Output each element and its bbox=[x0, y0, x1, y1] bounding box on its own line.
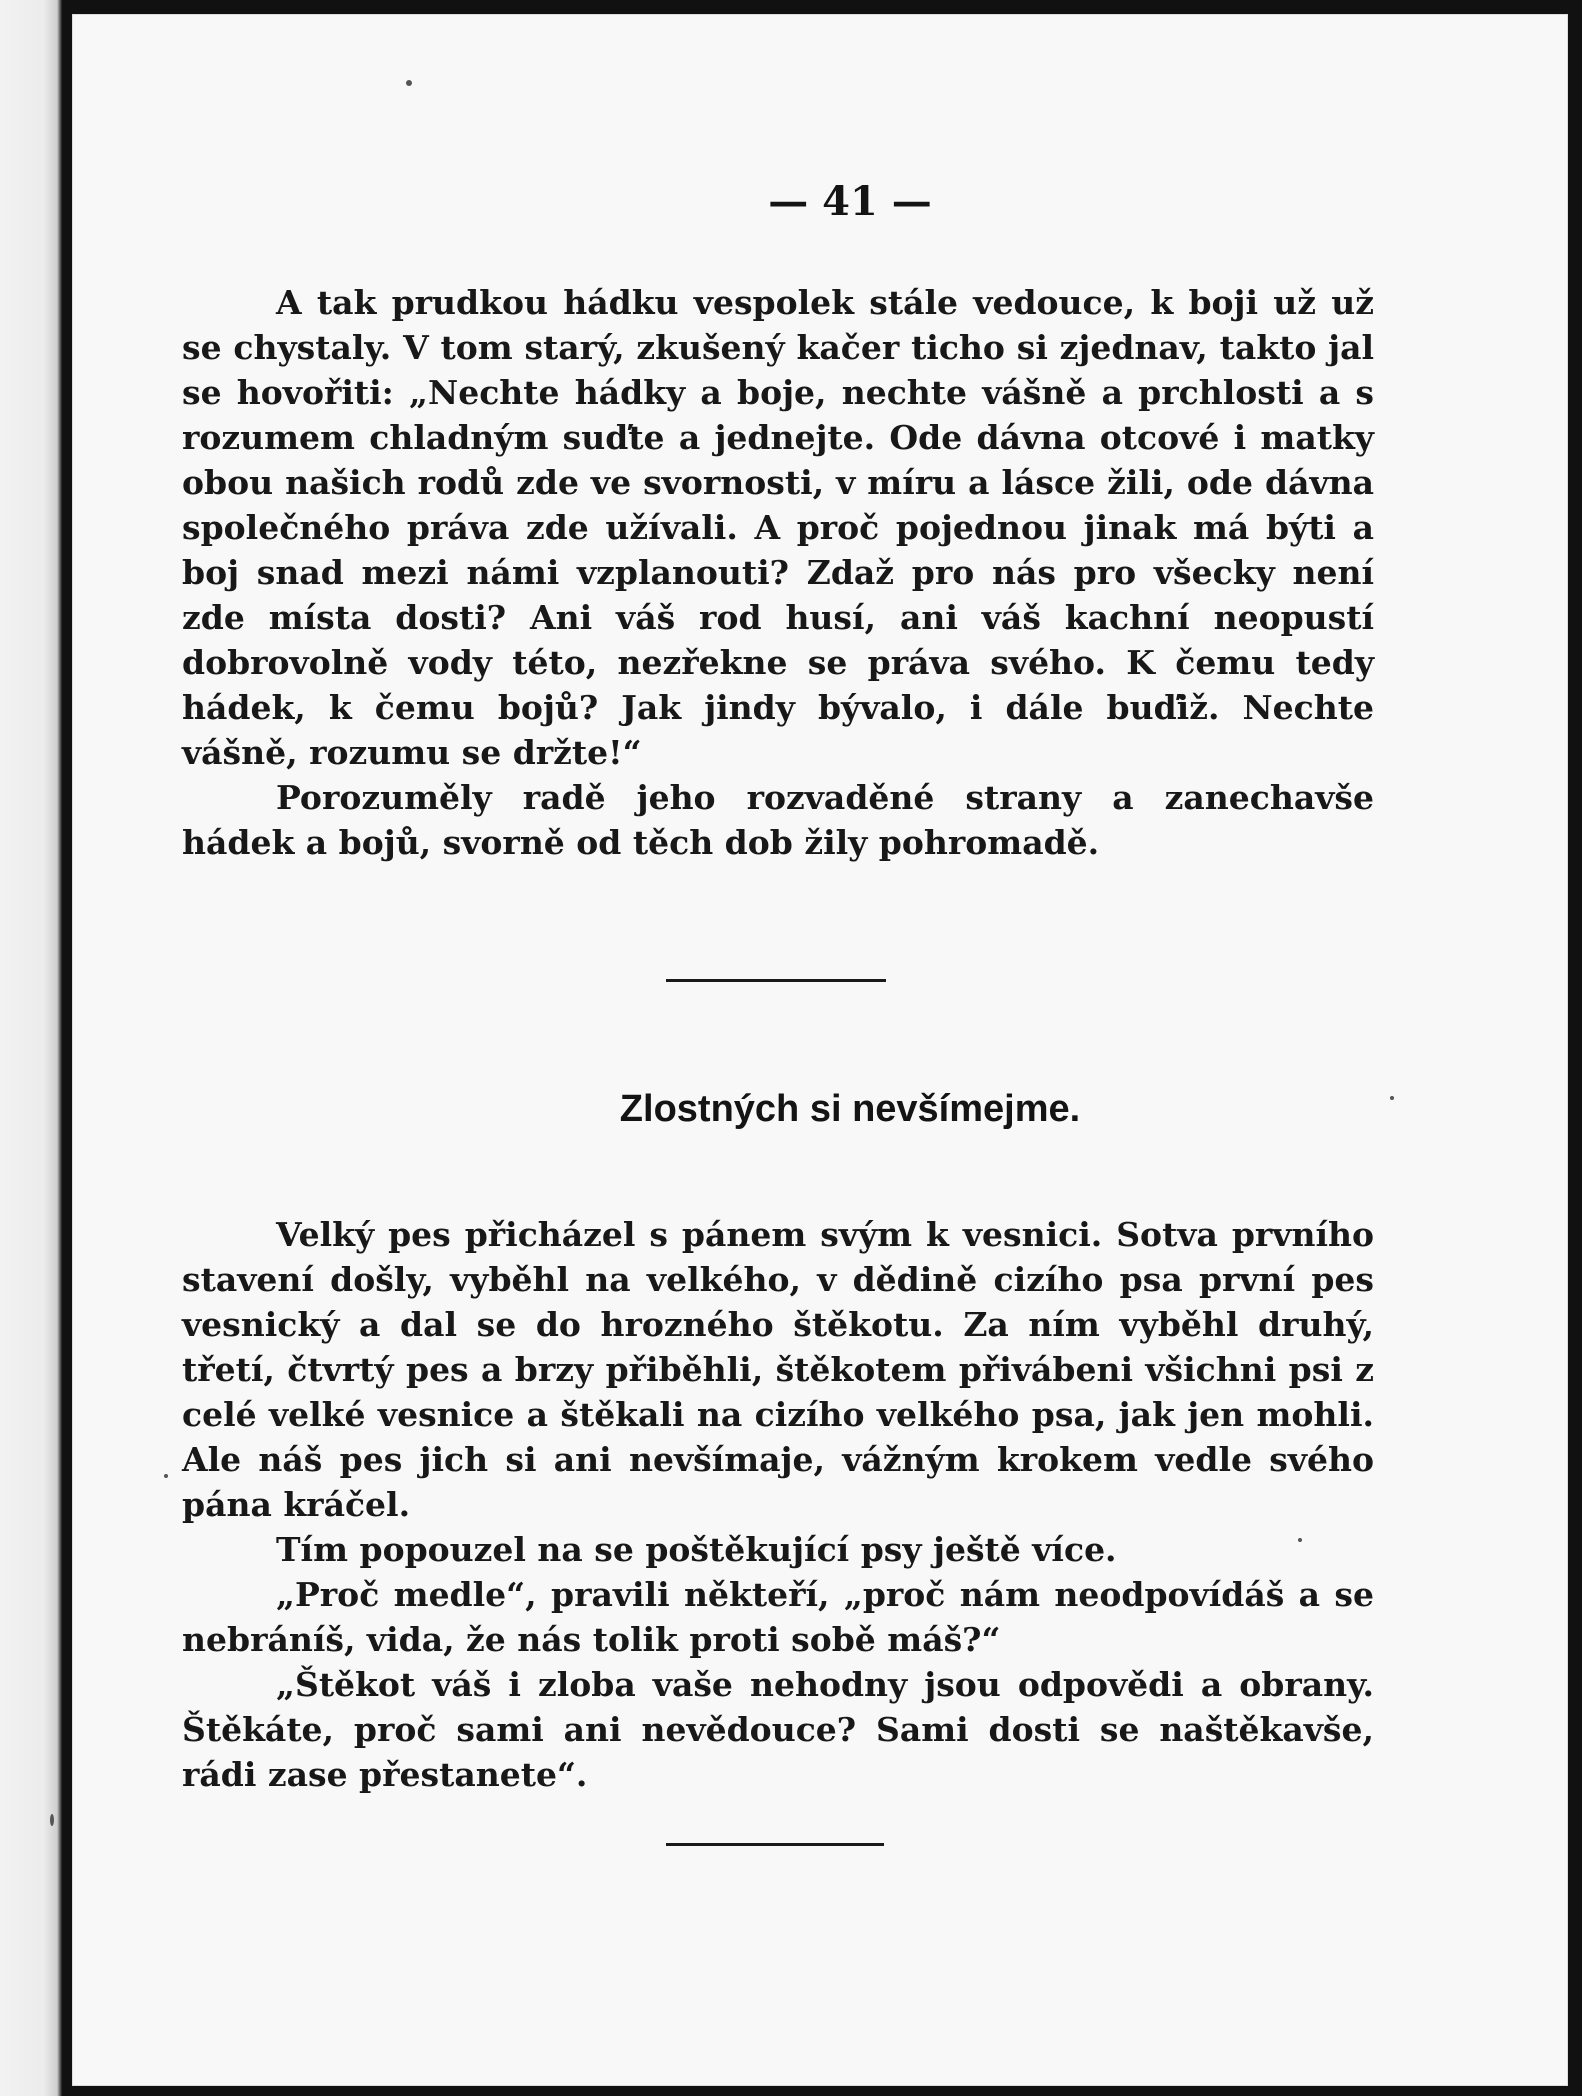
section-divider bbox=[666, 979, 886, 982]
paragraph: Tím popouzel na se poštěkující psy ještě více. bbox=[276, 1530, 1117, 1569]
paper-speck bbox=[50, 1814, 54, 1826]
paragraph: A tak prudkou hádku vespolek stále vedouce, k boji už už se chystaly. V tom starý, zkušený kačer ticho si zjednav, takto jal se hovořiti: „Nechte hádky a boje, nechte vášně a prchlosti a s rozumem chladným suďte a jednejte. Ode dávna otcové i matky obou našich rodů zde ve svornosti, v míru a lásce žili, ode dávna společného práva zde užívali. A proč pojednou jinak má býti a boj snad mezi námi vzplanouti? Zdaž pro nás pro všecky není zde místa dosti? Ani váš rod husí, ani váš kachní neopustí dobrovolně vody této, nezřekne se práva svého. K čemu tedy hádek, k čemu bojů? Jak jindy bývalo, i dále buďiž. Nechte vášně, rozumu se držte!“ bbox=[182, 283, 1374, 772]
story-body bbox=[182, 1212, 1374, 1797]
story-title: Zlostných si nevšímejme. bbox=[619, 1088, 1081, 1130]
paragraph: Velký pes přicházel s pánem svým k vesnici. Sotva prvního stavení došly, vyběhl na velkého, v dědině cizího psa první pes vesnický a dal se do hrozného štěkotu. Za ním vyběhl druhý, třetí, čtvrtý pes a brzy přiběhli, štěkotem přivábeni všichni psi z celé velké vesnice a štěkali na cizího velkého psa, jak jen mohli. Ale náš pes jich si ani nevšímaje, vážným krokem vedle svého pána kráčel. bbox=[182, 1215, 1374, 1524]
book-page bbox=[72, 14, 1568, 2086]
page-number: — 41 — bbox=[768, 178, 932, 225]
paragraph: „Proč medle“, pravili někteří, „proč nám neodpovídáš a se nebráníš, vida, že nás tolik proti sobě máš?“ bbox=[182, 1575, 1374, 1659]
paragraph: Porozuměly radě jeho rozvaděné strany a zanechavše hádek a bojů, svorně od těch dob žily pohromadě. bbox=[182, 778, 1374, 862]
story-ending bbox=[182, 280, 1374, 865]
paragraph: „Štěkot váš i zloba vaše nehodny jsou odpovědi a obrany. Štěkáte, proč sami ani nevědouce? Sami dosti se naštěkavše, rádi zase přestanete“. bbox=[182, 1665, 1374, 1794]
paper-speck bbox=[1390, 1096, 1394, 1100]
paper-speck bbox=[164, 1474, 168, 1478]
previous-page-edge bbox=[0, 0, 62, 2096]
paper-speck bbox=[406, 80, 412, 86]
end-divider bbox=[666, 1843, 884, 1846]
paper-speck bbox=[1298, 1538, 1302, 1542]
